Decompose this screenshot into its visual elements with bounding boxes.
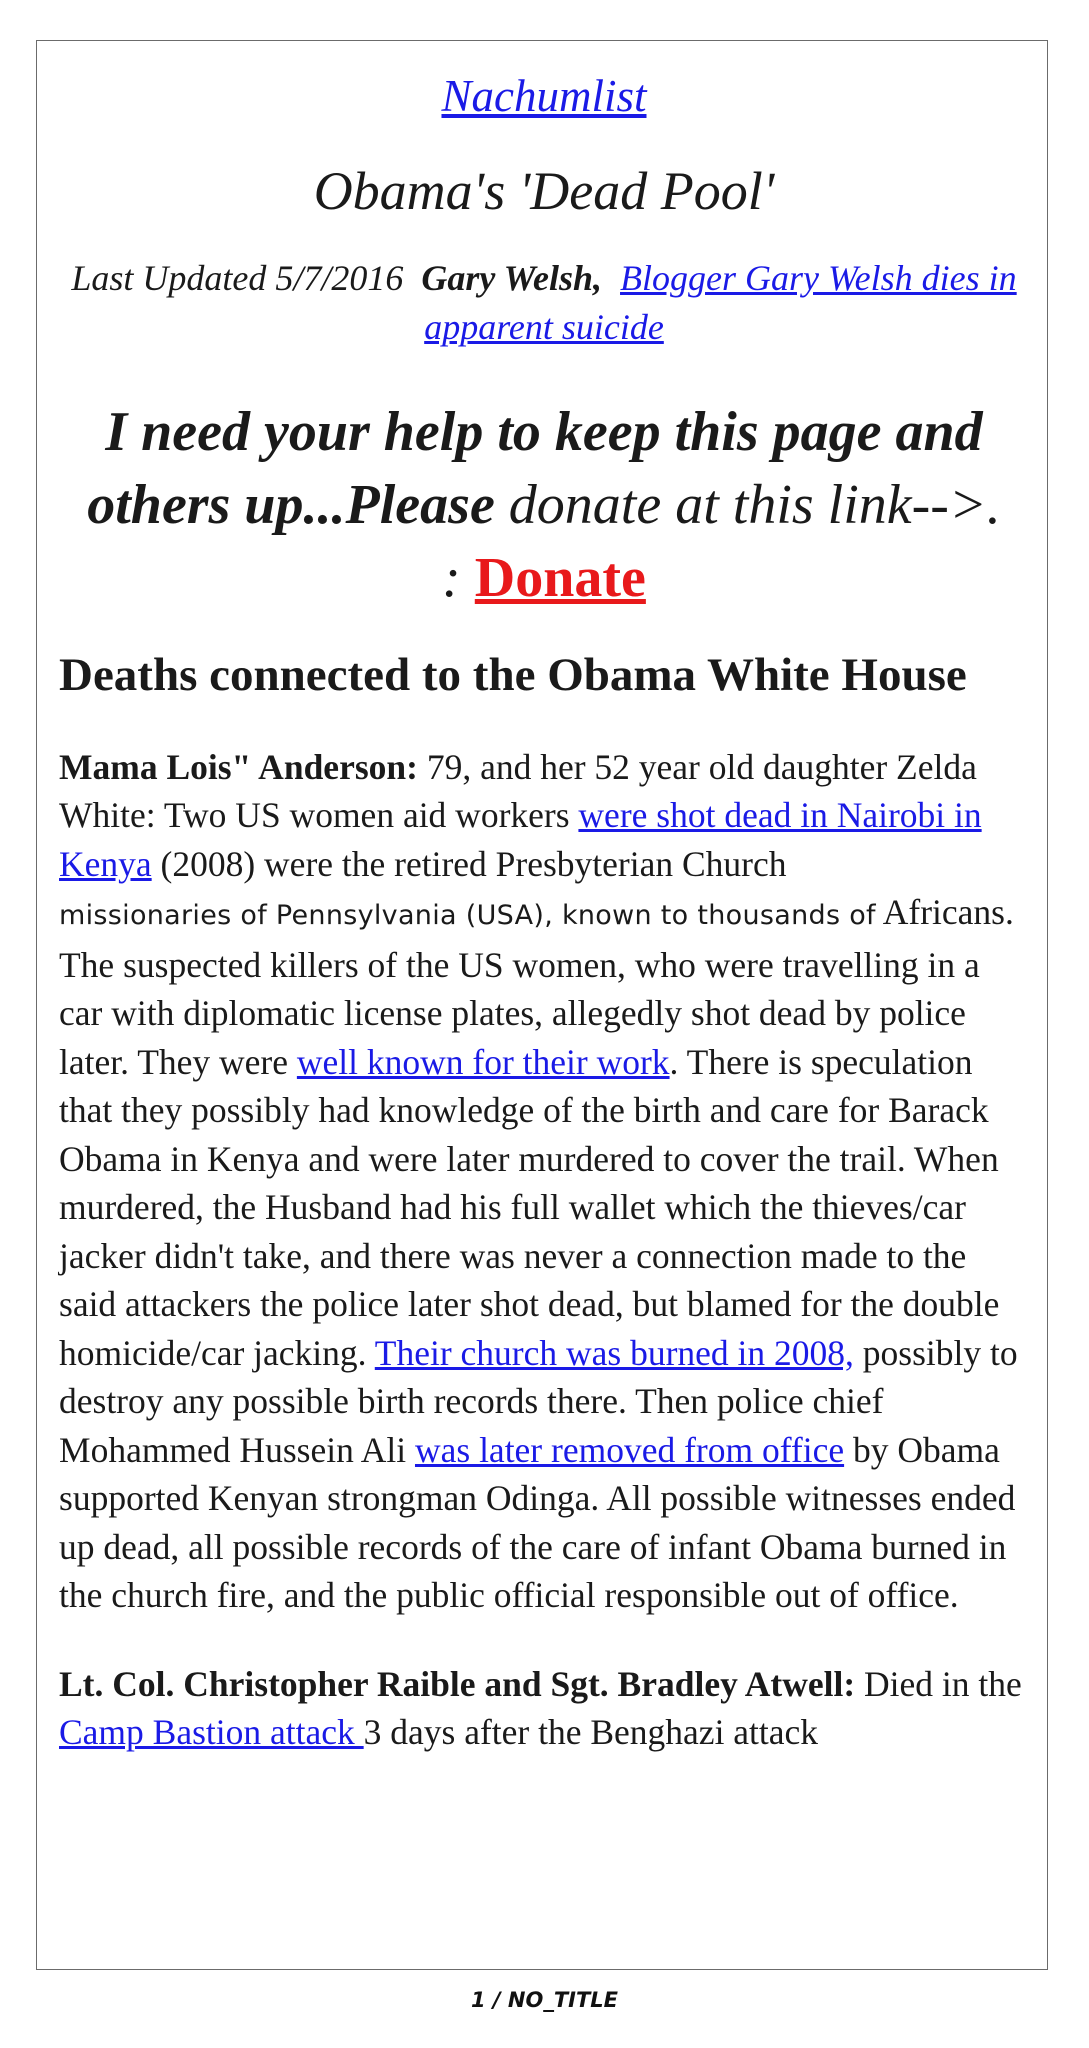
- appeal-separator: :: [442, 546, 461, 609]
- entry-anderson: [59, 743, 1029, 1620]
- shot-dead-link[interactable]: were shot dead in Nairobi in Kenya: [59, 795, 982, 884]
- entry-raible-name: Lt. Col. Christopher Raible and Sgt. Bradley Atwell:: [59, 1663, 856, 1704]
- entry-text: Africans. The suspected killers of the US women, who were travelling in a car with diplomatic license plates, allegedly shot dead by police later. They were: [59, 892, 1014, 1082]
- entry-raible-atwell: [59, 1660, 1029, 1757]
- church-burned-link[interactable]: Their church was burned in 2008,: [374, 1332, 854, 1373]
- camp-bastion-link[interactable]: Camp Bastion attack: [59, 1712, 364, 1753]
- last-updated-line: [59, 254, 1029, 352]
- entry-text: Died in the: [855, 1663, 1022, 1704]
- entry-text: . There is speculation that they possibly had knowledge of the birth and care for Barack Obama in Kenya and were later murdered to cover the trail. When murdered, the Husband had his full wallet which the thieves/car jacker didn't take, and there was never a connection made to the said attackers the police later shot dead, but blamed for the double homicide/car jacking.: [59, 1041, 1000, 1373]
- appeal-italic-text: donate at this link-->.: [508, 473, 1001, 536]
- page-title: Obama's 'Dead Pool': [313, 161, 775, 221]
- removed-from-office-link[interactable]: was later removed from office: [414, 1429, 845, 1470]
- entry-text: 79, and her 52 year old daughter Zelda White: Two US women aid workers: [59, 746, 977, 836]
- page-content: [59, 41, 1029, 1757]
- entry-text: possibly to destroy any possible birth records there. Then police chief Mohammed Hussein Ali: [59, 1332, 1018, 1470]
- updated-name: Gary Welsh,: [421, 257, 603, 298]
- entry-text: 3 days after the Benghazi attack: [363, 1712, 819, 1753]
- well-known-link[interactable]: well known for their work: [296, 1041, 670, 1082]
- site-heading: [59, 69, 1029, 123]
- site-link[interactable]: Nachumlist: [441, 71, 647, 121]
- entry-text-small: missionaries of Pennsylvania (USA), known to thousands of: [59, 900, 876, 932]
- page-footer: 1 / NO_TITLE: [470, 1988, 619, 2012]
- entry-anderson-name: Mama Lois" Anderson:: [59, 746, 418, 787]
- entry-text: by Obama supported Kenyan strongman Odinga. All possible witnesses ended up dead, all possible records of the care of infant Obama burned in the church fire, and the public official responsible out of office.: [59, 1429, 1016, 1616]
- appeal-bold-text: I need your help to keep this page and others up...Please: [87, 400, 983, 536]
- updated-label: Last Updated 5/7/2016: [71, 257, 404, 298]
- donation-appeal: [59, 396, 1029, 615]
- section-heading: Deaths connected to the Obama White House: [59, 648, 967, 701]
- updated-article-link[interactable]: Blogger Gary Welsh dies in apparent suicide: [424, 257, 1017, 347]
- page-frame: [36, 40, 1048, 1970]
- donate-link[interactable]: Donate: [474, 546, 646, 609]
- entry-text: (2008) were the retired Presbyterian Church: [151, 843, 787, 884]
